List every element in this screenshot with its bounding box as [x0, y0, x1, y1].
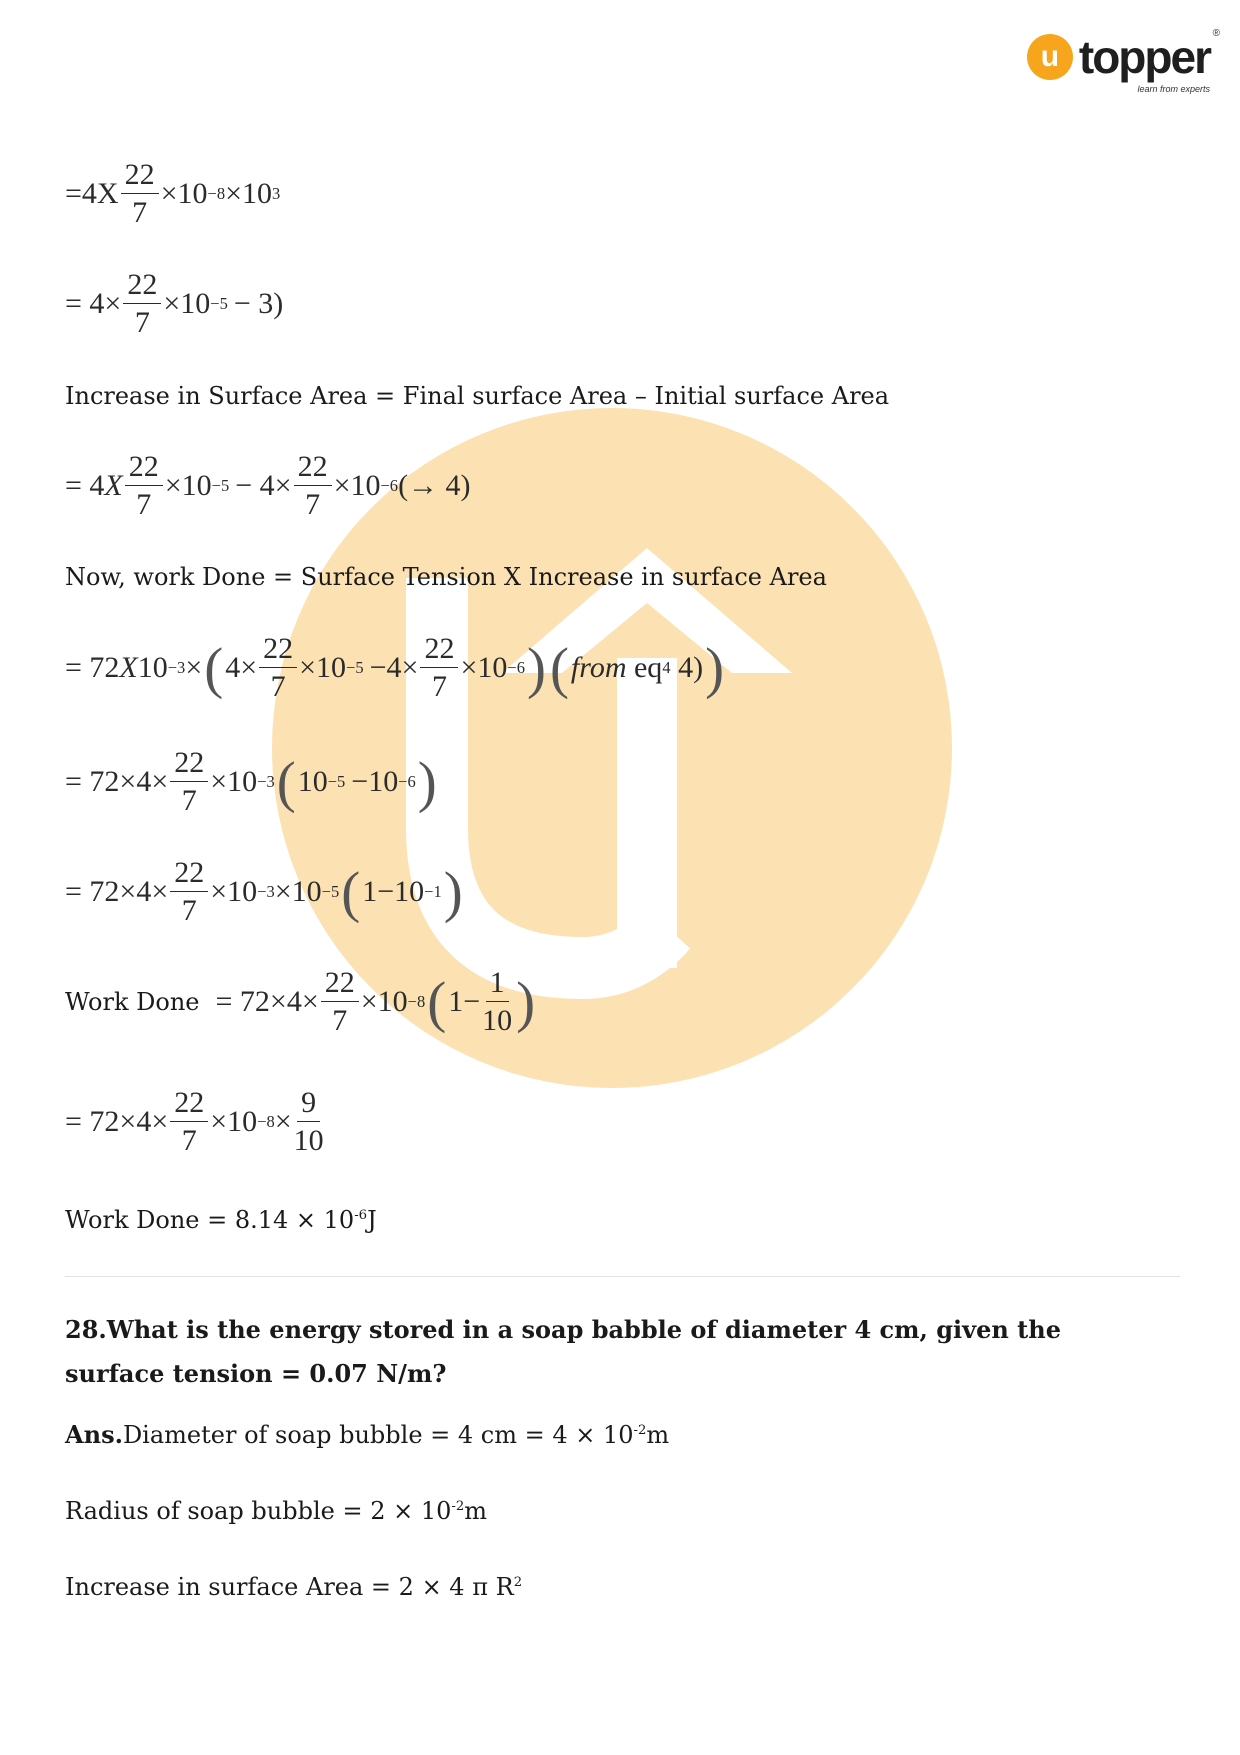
work-done-label: Work Done — [65, 988, 200, 1016]
brand-logo — [1027, 28, 1220, 94]
equation-6: = 72×4× $\frac{22}{7}$ ×10 −3 ×10 −5 ( 1−10 −1 ) — [65, 856, 463, 927]
equation-3: = 4 X $\frac{22}{7}$ ×10 −5 − 4× $\frac{22}{7}$ ×10 −6 (→ 4) — [65, 450, 471, 521]
equation-2: = 4× $\frac{22}{7}$ ×10 −5 − 3) — [65, 268, 284, 339]
question-28: 28.What is the energy stored in a soap babble of diameter 4 cm, given the surface tension = 0.07 N/m? — [65, 1315, 1061, 1388]
section-divider — [65, 1276, 1180, 1277]
equation-7: Work Done = 72×4× $\frac{22}{7}$ ×10 −8 ( 1− $\frac{1}{10}$ ) — [65, 966, 536, 1037]
equation-1: =4X $\frac{22}{7}$ ×10 −8 ×10 3 — [65, 158, 281, 229]
answer-diameter-line: Ans.Diameter of soap bubble = 4 cm = $4 \times 10^{-2}m$ — [65, 1420, 670, 1449]
registered-mark: ® — [1212, 28, 1220, 39]
logo-badge-icon: u — [1027, 34, 1073, 80]
logo-wordmark: topper — [1078, 31, 1210, 83]
work-done-definition-line: Now, work Done = Surface Tension X Increase in surface Area — [65, 563, 827, 591]
answer-radius-line: Radius of soap bubble = $2 \times 10^{-2}m$ — [65, 1497, 487, 1525]
logo-tagline: learn from experts — [1137, 84, 1210, 94]
equation-8: = 72×4× $\frac{22}{7}$ ×10 −8 × $\frac{9}{10}$ — [65, 1086, 324, 1157]
equation-5: = 72×4× $\frac{22}{7}$ ×10 −3 ( 10 −5 −10 −6 ) — [65, 746, 437, 817]
answer-label: Ans. — [65, 1420, 123, 1449]
work-done-result: Work Done = $8.14 \times 10^{-6}J$ — [65, 1206, 377, 1234]
equation-4: = 72 X 10 −3 × ( 4× $\frac{22}{7}$ ×10 −5 −4× $\frac{22}{7}$ ×10 −6 ) ( from eq 4 4) ) — [65, 632, 725, 703]
increase-surface-area-line: Increase in Surface Area = Final surface Area – Initial surface Area — [65, 382, 890, 410]
answer-surface-area-line: Increase in surface Area = 2 × 4 π $R^2$ — [65, 1573, 523, 1601]
